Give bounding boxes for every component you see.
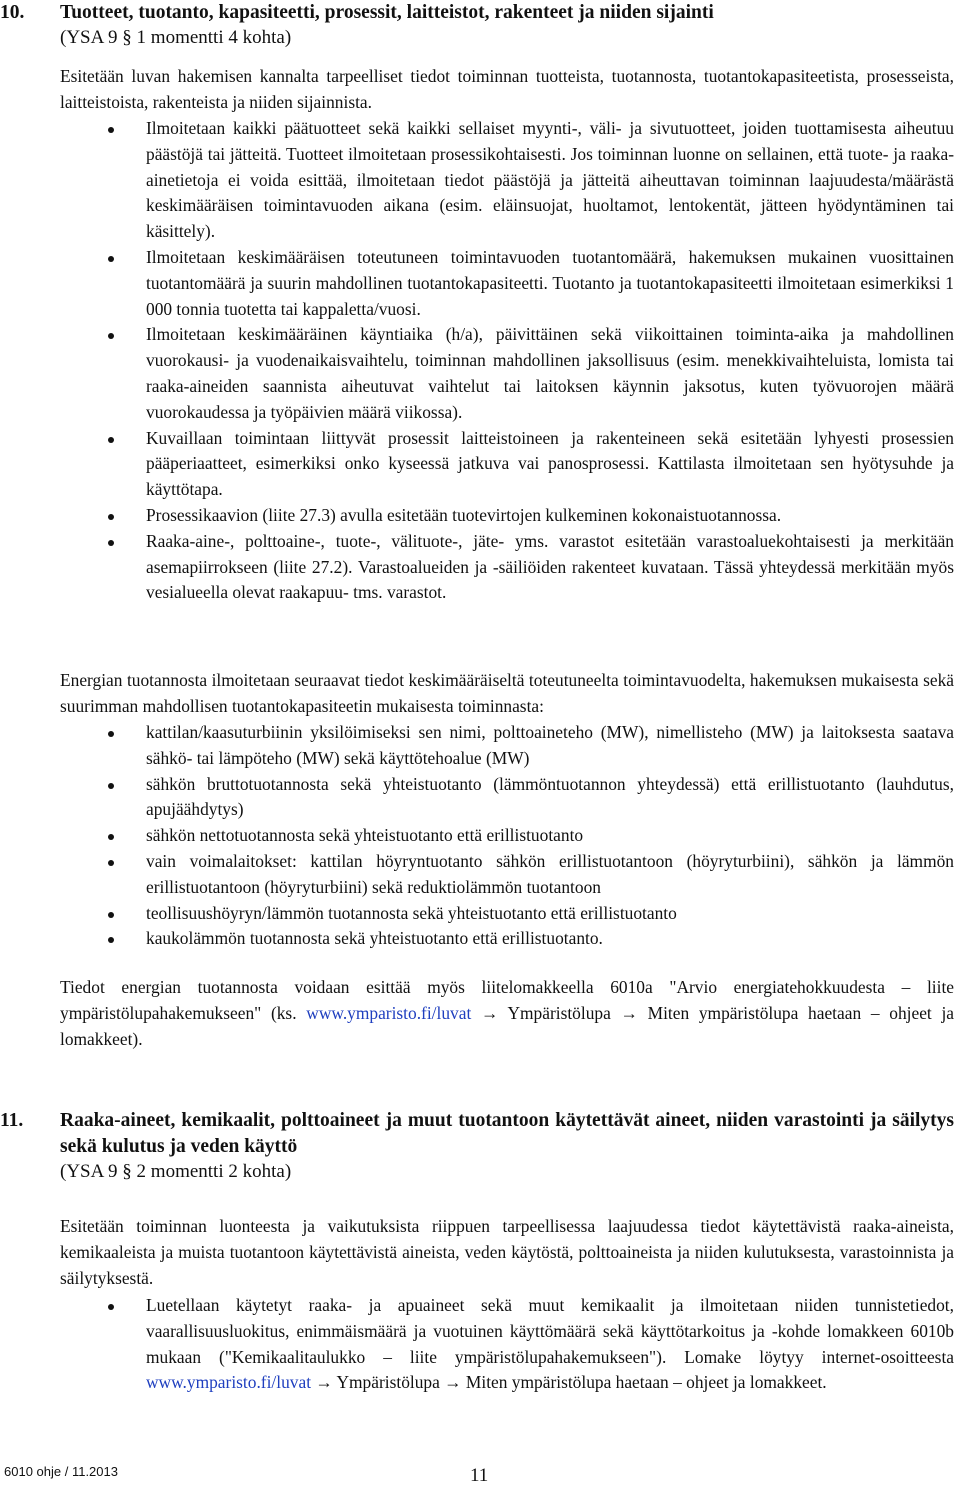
section-10-reference: (YSA 9 § 1 momentti 4 kohta) bbox=[60, 27, 292, 48]
bullet-icon bbox=[108, 540, 114, 546]
bullet-icon bbox=[108, 127, 114, 133]
section-11-title: Raaka-aineet, kemikaalit, polttoaineet ja muut tuotantoon käytettävät aineet, niiden varastointi ja säilytys sekä kulutus ja veden käyttö bbox=[60, 1110, 954, 1157]
section-11-number: 11. bbox=[0, 1110, 24, 1131]
list-item: Prosessikaavion (liite 27.3) avulla esitetään tuotevirtojen kulkeminen kokonaistuotannossa. bbox=[60, 503, 954, 529]
section-10-number: 10. bbox=[0, 2, 25, 23]
energy-bullet-list bbox=[60, 720, 954, 952]
section-11-heading bbox=[0, 1108, 960, 1184]
section-11-bullet-list bbox=[60, 1293, 954, 1396]
energy-note: Tiedot energian tuotannosta voidaan esittää myös liitelomakkeella 6010a "Arvio energiatehokkuudesta – liite ympäristölupahakemukseen" (ks. www.ymparisto.fi/luvat → Ympäristölupa → Miten ympäristölupa haetaan – ohjeet ja lomakkeet). bbox=[60, 977, 954, 1049]
section-10-title: Tuotteet, tuotanto, kapasiteetti, prosessit, laitteistot, rakenteet ja niiden sijainti bbox=[60, 2, 714, 23]
list-item: sähkön bruttotuotannosta sekä yhteistuotanto (lämmöntuotannon yhteydessä) että erillistuotanto (lauhdutus, apujäähdytys) bbox=[60, 772, 954, 824]
list-item: vain voimalaitokset: kattilan höyryntuotanto sähkön erillistuotantoon (höyryturbiini), sähkön ja lämmön erillistuotantoon (höyryturbiini) sekä reduktiolämmön tuotantoon bbox=[60, 849, 954, 901]
list-item: sähkön nettotuotannosta sekä yhteistuotanto että erillistuotanto bbox=[60, 823, 954, 849]
list-item: Ilmoitetaan keskimääräisen toteutuneen toimintavuoden tuotantomäärä, hakemuksen mukainen vuosittainen tuotantomäärä ja suurin mahdollinen tuotantokapasiteetti. Tuotanto ja tuotantokapasiteetti ilmoitetaan esimerkiksi 1 000 tonnia tuotetta tai kappaletta/vuosi. bbox=[60, 245, 954, 322]
page-number: 11 bbox=[470, 1465, 489, 1486]
list-item: kaukolämmön tuotannosta sekä yhteistuotanto että erillistuotanto. bbox=[60, 926, 954, 952]
bullet-icon bbox=[108, 937, 114, 943]
section-11-intro: Esitetään toiminnan luonteesta ja vaikutuksista riippuen tarpeellisessa laajuudessa tiedot käytettävistä raaka-aineista, kemikaaleista ja muista tuotantoon käytettävistä aineista, veden käytöstä, polttoaineista ja niiden kulutuksesta, varastoinnista ja säilytyksestä. bbox=[60, 1216, 954, 1288]
list-item: Ilmoitetaan kaikki päätuotteet sekä kaikki sellaiset myynti-, väli- ja sivutuotteet, joiden tuottamisesta aiheutuu päästöjä tai jätteitä. Tuotteet ilmoitetaan prosessikohtaisesti. Jos toiminnan luonne on sellainen, että tuote- ja raaka-ainetietoja ei voida esittää, ilmoitetaan tiedot päästöjä ja jätteitä aiheuttavan toiminnan laajuudesta/määrästä keskimääräisen toimintavuoden aikana (esim. eläinsuojat, huoltamot, lentokentät, jätteen hyödyntäminen tai käsittely). bbox=[60, 116, 954, 245]
ymparisto-link[interactable]: www.ymparisto.fi/luvat bbox=[306, 1002, 472, 1023]
bullet-icon bbox=[108, 1304, 114, 1310]
section-10-intro: Esitetään luvan hakemisen kannalta tarpeelliset tiedot toiminnan tuotteista, tuotannosta, tuotantokapasiteetista, prosesseista, laitteistoista, rakenteista ja niiden sijainnista. bbox=[60, 66, 954, 112]
footer-form-id: 6010 ohje / 11.2013 bbox=[4, 1464, 118, 1479]
bullet-icon bbox=[108, 860, 114, 866]
bullet-icon bbox=[108, 437, 114, 443]
list-item: kattilan/kaasuturbiinin yksilöimiseksi sen nimi, polttoaineteho (MW), nimellisteho (MW) ja laitoksesta saatava sähkö- tai lämpöteho (MW) sekä käyttötehoalue (MW) bbox=[60, 720, 954, 772]
bullet-icon bbox=[108, 783, 114, 789]
bullet-icon bbox=[108, 731, 114, 737]
list-item: teollisuushöyryn/lämmön tuotannosta sekä yhteistuotanto että erillistuotanto bbox=[60, 901, 954, 927]
list-item: Kuvaillaan toimintaan liittyvät prosessit laitteistoineen ja rakenteineen sekä esitetään lyhyesti prosessien pääperiaatteet, esimerkiksi onko kyseessä jatkuva vai panosprosessi. Kattilasta ilmoitetaan sen hyötysuhde ja käyttötapa. bbox=[60, 426, 954, 503]
bullet-icon bbox=[108, 256, 114, 262]
list-item: Luetellaan käytetyt raaka- ja apuaineet sekä muut kemikaalit ja ilmoitetaan niiden tunnistetiedot, vaarallisuusluokitus, enimmäismäärä ja vuotuinen käyttömäärä sekä käyttötarkoitus ja -kohde lomakkeen 6010b mukaan ("Kemikaalitaulukko – liite ympäristölupahakemukseen"). Lomake löytyy internet-osoitteesta www.ymparisto.fi/luvat → Ympäristölupa → Miten ympäristölupa haetaan – ohjeet ja lomakkeet. bbox=[60, 1293, 954, 1396]
list-item: Ilmoitetaan keskimääräinen käyntiaika (h/a), päivittäinen sekä viikoittainen toiminta-aika ja mahdollinen vuorokausi- ja vuodenaikaisvaihtelu, toiminnan mahdollinen jaksollisuus (esim. menekkivaihteluista, lomista tai raaka-aineiden saannista aiheutuvat vaihtelut tai laitoksen käynnin jaksotus, kuten työvuorojen määrä vuorokaudessa ja työpäivien määrä viikossa). bbox=[60, 322, 954, 425]
section-10-heading bbox=[0, 0, 960, 50]
bullet-icon bbox=[108, 834, 114, 840]
ymparisto-link[interactable]: www.ymparisto.fi/luvat bbox=[146, 1372, 312, 1393]
section-11-reference: (YSA 9 § 2 momentti 2 kohta) bbox=[60, 1161, 292, 1182]
section-10-bullet-list bbox=[60, 116, 954, 606]
bullet-icon bbox=[108, 912, 114, 918]
bullet-icon bbox=[108, 514, 114, 520]
energy-intro: Energian tuotannosta ilmoitetaan seuraavat tiedot keskimääräiseltä toteutuneelta toimintavuodelta, hakemuksen mukaisesta sekä suurimman mahdollisen tuotantokapasiteetin mukaisesta toiminnasta: bbox=[60, 670, 954, 716]
list-item: Raaka-aine-, polttoaine-, tuote-, välituote-, jäte- yms. varastot esitetään varastoaluekohtaisesti ja merkitään asemapiirrokseen (liite 27.2). Varastoalueiden ja -säiliöiden rakenteet kuvataan. Tässä yhteydessä merkitään myös vesialueella olevat raakapuu- tms. varastot. bbox=[60, 529, 954, 606]
bullet-icon bbox=[108, 333, 114, 339]
